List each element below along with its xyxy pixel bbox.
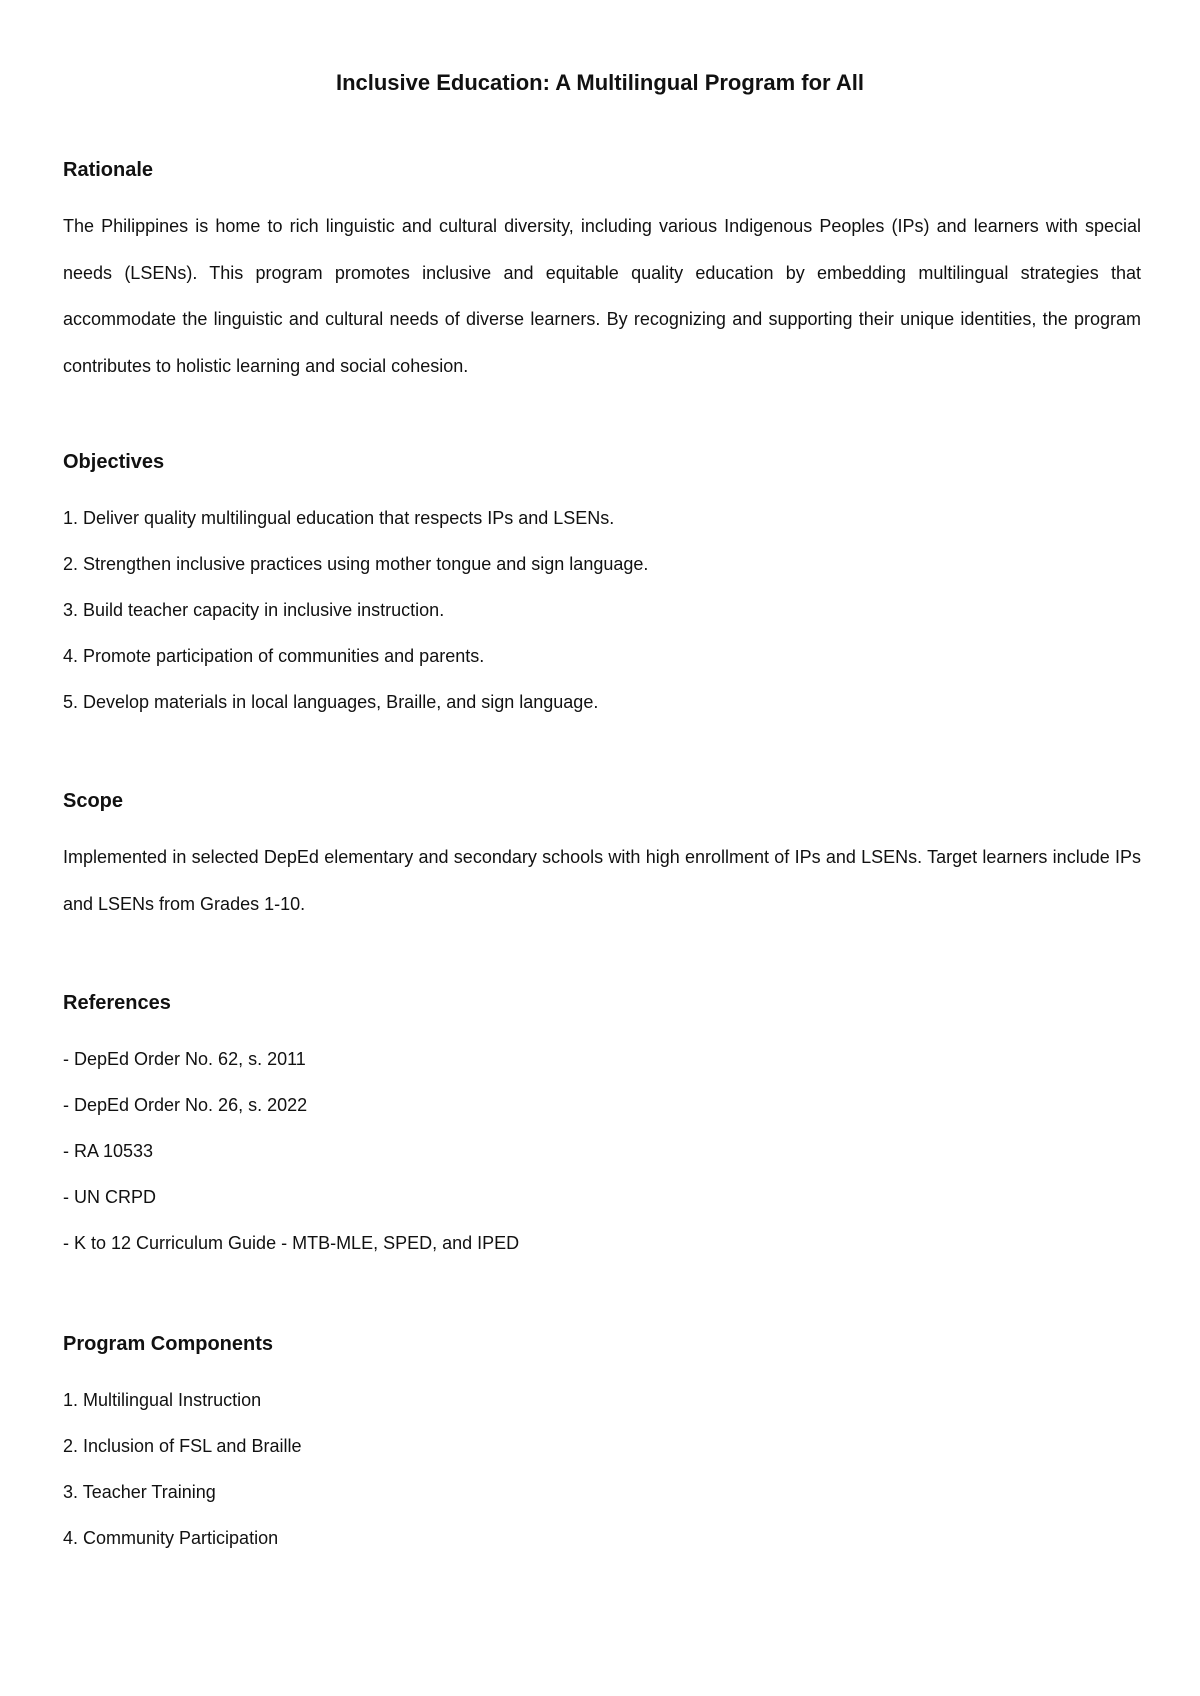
rationale-heading: Rationale (63, 159, 154, 181)
list-item: - UN CRPD (63, 1187, 156, 1207)
list-item: 4. Community Participation (63, 1528, 279, 1548)
list-item: 3. Teacher Training (63, 1482, 216, 1502)
list-item: 4. Promote participation of communities and parents. (63, 646, 485, 666)
scope-paragraph: Implemented in selected DepEd elementary and secondary schools with high enrollment of IPs and LSENs. Target learners include IPs and LSENs from Grades 1-10. (63, 847, 1141, 914)
rationale-paragraph: The Philippines is home to rich linguistic and cultural diversity, including various Indigenous Peoples (IPs) and learners with special needs (LSENs). This program promotes inclusive and equitable quality education by embedding multilingual strategies that accommodate the linguistic and cultural needs of diverse learners. By recognizing and supporting their unique identities, the program contributes to holistic learning and social cohesion. (63, 216, 1141, 376)
references-heading: References (63, 992, 171, 1014)
list-item: - DepEd Order No. 62, s. 2011 (63, 1049, 306, 1069)
list-item: - RA 10533 (63, 1141, 154, 1161)
list-item: 2. Inclusion of FSL and Braille (63, 1436, 302, 1456)
scope-section (63, 788, 1141, 927)
scope-heading: Scope (63, 790, 124, 812)
list-item: - DepEd Order No. 26, s. 2022 (63, 1095, 308, 1115)
list-item: 1. Deliver quality multilingual education that respects IPs and LSENs. (63, 508, 615, 528)
objectives-list (63, 495, 1141, 725)
objectives-section (63, 449, 1141, 725)
list-item: 5. Develop materials in local languages, Braille, and sign language. (63, 692, 599, 712)
list-item: - K to 12 Curriculum Guide - MTB-MLE, SPED, and IPED (63, 1233, 520, 1253)
rationale-section (63, 157, 1141, 389)
references-section (63, 990, 1141, 1266)
document-title: Inclusive Education: A Multilingual Program for All (335, 70, 865, 95)
program-components-list (63, 1377, 1141, 1561)
objectives-heading: Objectives (63, 451, 165, 473)
program-components-section (63, 1331, 1141, 1561)
references-list (63, 1036, 1141, 1266)
program-components-heading: Program Components (63, 1333, 274, 1355)
list-item: 1. Multilingual Instruction (63, 1390, 262, 1410)
list-item: 2. Strengthen inclusive practices using mother tongue and sign language. (63, 554, 649, 574)
list-item: 3. Build teacher capacity in inclusive instruction. (63, 600, 445, 620)
